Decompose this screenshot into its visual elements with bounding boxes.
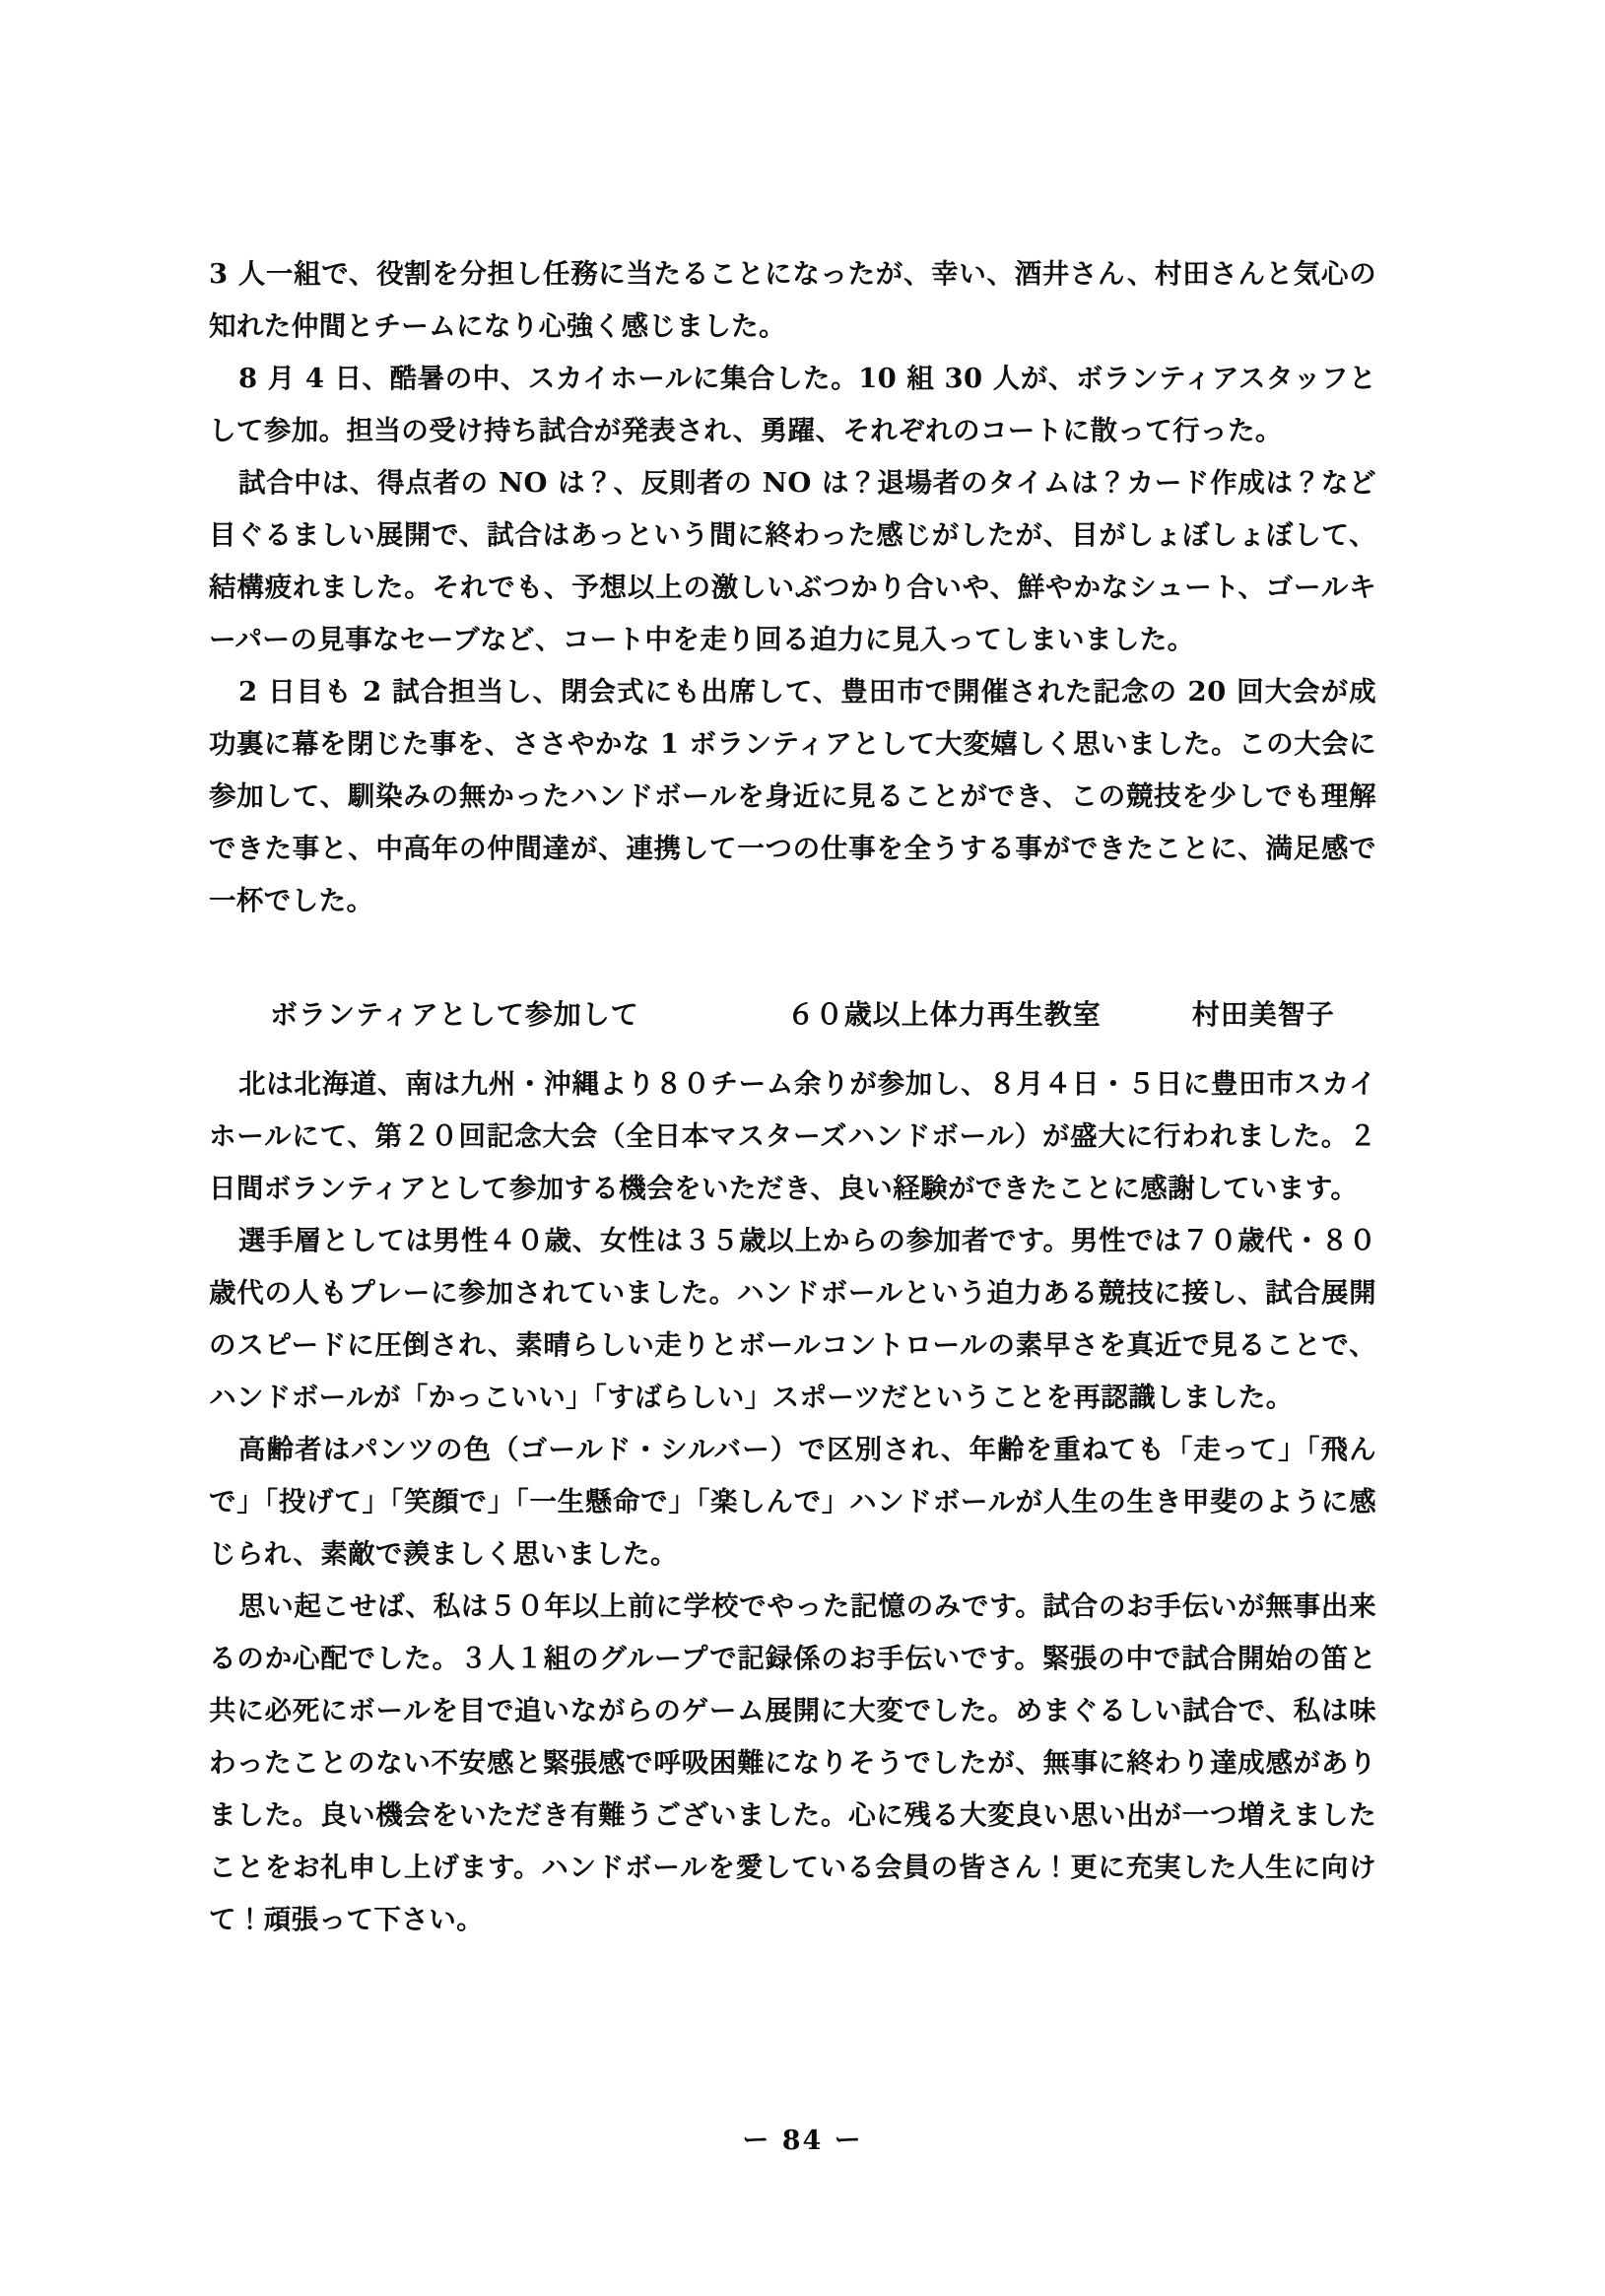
- paragraph: 3 人一組で、役割を分担し任務に当たることになったが、幸い、酒井さん、村田さんと気心の知れた仲間とチームになり心強く感じました。: [209, 258, 1376, 342]
- page-number: ー 84 ー: [742, 2126, 863, 2156]
- section-heading: [209, 927, 1376, 1058]
- page-body: [209, 248, 1376, 1946]
- paragraph: 高齢者はパンツの色（ゴールド・シルバー）で区別され、年齢を重ねても「走って」「飛んで」「投げて」「笑顔で」「一生懸命で」「楽しんで」ハンドボールが人生の生き甲斐のように感じられ、素敵で羨ましく思いました。: [209, 1434, 1376, 1570]
- section-two: [209, 927, 1376, 1946]
- paragraph: 試合中は、得点者の NO は？、反則者の NO は？退場者のタイムは？カード作成は？など目ぐるましい展開で、試合はあっという間に終わった感じがしたが、目がしょぼしょぼして、結構疲れました。それでも、予想以上の激しいぶつかり合いや、鮮やかなシュート、ゴールキーパーの見事なセーブなど、コート中を走り回る迫力に見入ってしまいました。: [209, 467, 1376, 655]
- section-author: 村田美智子: [1191, 998, 1335, 1031]
- section-subtitle: ６０歳以上体力再生教室: [786, 998, 1102, 1031]
- paragraph: 選手層としては男性４０歳、女性は３５歳以上からの参加者です。男性では７０歳代・８０歳代の人もプレーに参加されていました。ハンドボールという迫力ある競技に接し、試合展開のスピードに圧倒され、素晴らしい走りとボールコントロールの素早さを真近で見ることで、ハンドボールが「かっこいい」「すばらしい」スポーツだということを再認識しました。: [209, 1225, 1376, 1413]
- section-title: ボランティアとして参加して: [270, 998, 639, 1031]
- paragraph: 思い起こせば、私は５０年以上前に学校でやった記憶のみです。試合のお手伝いが無事出来るのか心配でした。３人１組のグループで記録係のお手伝いです。緊張の中で試合開始の笛と共に必死にボールを目で追いながらのゲーム展開に大変でした。めまぐるしい試合で、私は味わったことのない不安感と緊張感で呼吸困難になりそうでしたが、無事に終わり達成感がありました。良い機会をいただき有難うございました。心に残る大変良い思い出が一つ増えましたことをお礼申し上げます。ハンドボールを愛している会員の皆さん！更に充実した人生に向けて！頑張って下さい。: [209, 1590, 1376, 1935]
- section-one: [209, 248, 1376, 927]
- paragraph: 8 月 4 日、酷暑の中、スカイホールに集合した。10 組 30 人が、ボランティアスタッフとして参加。担当の受け持ち試合が発表され、勇躍、それぞれのコートに散って行った。: [209, 363, 1376, 446]
- paragraph: 2 日目も 2 試合担当し、閉会式にも出席して、豊田市で開催された記念の 20 回大会が成功裏に幕を閉じた事を、ささやかな 1 ボランティアとして大変嬉しく思いました。この大会に参加して、馴染みの無かったハンドボールを身近に見ることができ、この競技を少しでも理解できた事と、中高年の仲間達が、連携して一つの仕事を全うする事ができたことに、満足感で一杯でした。: [209, 676, 1376, 916]
- paragraph: 北は北海道、南は九州・沖縄より８０チーム余りが参加し、８月４日・５日に豊田市スカイホールにて、第２０回記念大会（全日本マスターズハンドボール）が盛大に行われました。２日間ボランティアとして参加する機会をいただき、良い経験ができたことに感謝しています。: [209, 1068, 1376, 1204]
